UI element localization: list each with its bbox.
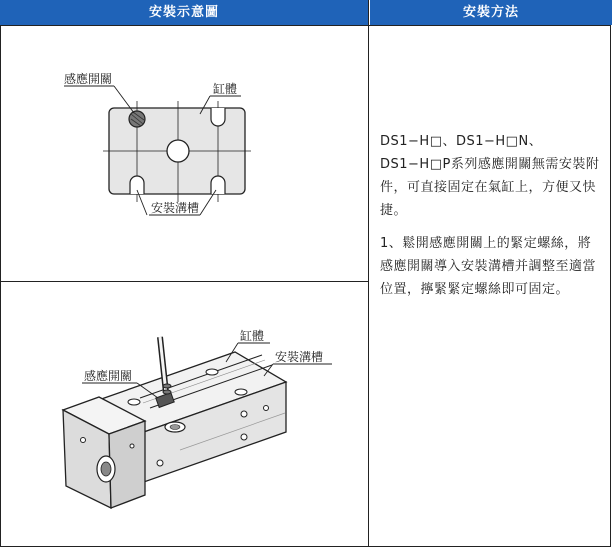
header-method: 安裝方法 (370, 0, 612, 25)
centre-bore (167, 140, 189, 162)
method-text (380, 130, 604, 311)
front-view-diagram (0, 26, 368, 281)
label-switch-top: 感應開關 (64, 72, 113, 86)
isometric-view-diagram (0, 282, 368, 547)
label-switch-bottom: 感應開關 (84, 369, 133, 383)
header-diagram: 安裝示意圖 (0, 0, 368, 25)
label-body-bottom: 缸體 (240, 329, 265, 343)
method-paragraph-1: DS1−H□、DS1−H□N、DS1−H□P系列感應開關無需安裝附件，可直接固定在氣缸上，方便又快捷。 (380, 134, 600, 218)
mounting-slot (130, 176, 144, 194)
label-groove-top: 安裝溝槽 (151, 201, 200, 215)
method-paragraph-2: 1、鬆開感應開關上的緊定螺絲，將感應開關導入安裝溝槽并調整至適當位置，擰緊緊定螺絲即可固定。 (380, 236, 597, 297)
label-groove-bottom: 安裝溝槽 (275, 350, 324, 364)
mounting-slot (211, 176, 225, 194)
mounting-slot (211, 108, 225, 126)
label-body-top: 缸體 (213, 82, 238, 96)
